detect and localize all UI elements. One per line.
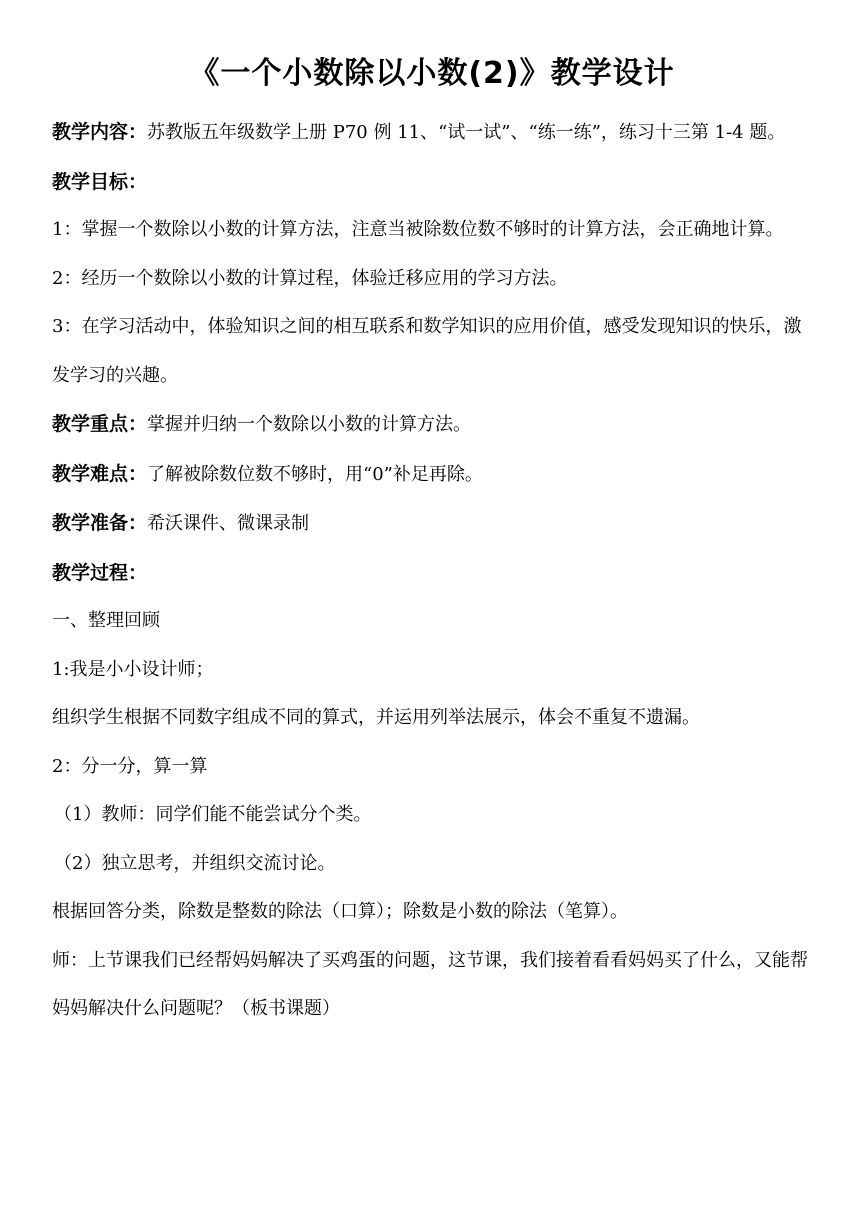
document-title: 《一个小数除以小数(2)》教学设计 [189,56,675,91]
process-line-6: （2）独立思考，并组织交流讨论。 [54,852,336,874]
process-line-2: 1:我是小小设计师； [52,658,214,680]
objective-item-3: 3：在学习活动中，体验知识之间的相互联系和数学知识的应用价值，感受发现知识的快乐，激发学习的兴趣。 [52,316,802,386]
objectives-heading: 教学目标： [52,170,148,193]
objective-item-1: 1：掌握一个数除以小数的计算方法，注意当被除数位数不够时的计算方法，会正确地计算。 [52,219,784,240]
difficulty-label: 教学难点： [52,462,148,485]
document-page [52,48,812,1034]
objective-item-2: 2：经历一个数除以小数的计算过程，体验迁移应用的学习方法。 [52,267,568,289]
process-line-3: 组织学生根据不同数字组成不同的算式，并运用列举法展示，体会不重复不遗漏。 [52,707,700,728]
process-line-8: 师：上节课我们已经帮妈妈解决了买鸡蛋的问题，这节课，我们接着看看妈妈买了什么，又能帮妈妈解决什么问题呢？（板书课题） [52,949,808,1019]
teaching-content-label: 教学内容： [52,121,148,143]
key-point-label: 教学重点： [52,413,148,435]
process-heading: 教学过程： [52,561,148,584]
preparation-text: 希沃课件、微课录制 [147,513,310,534]
process-line-1: 一、整理回顾 [52,610,160,631]
difficulty [52,450,812,500]
key-point [52,400,812,450]
process-line-7: 根据回答分类，除数是整数的除法（口算）；除数是小数的除法（笔算）。 [52,901,628,922]
preparation [52,499,812,549]
teaching-content [52,108,812,158]
process-line-5: （1）教师：同学们能不能尝试分个类。 [54,804,372,825]
process-line-4: 2：分一分，算一算 [52,755,208,777]
key-point-text: 掌握并归纳一个数除以小数的计算方法。 [147,414,472,435]
difficulty-text: 了解被除数位数不够时，用“0”补足再除。 [147,463,483,485]
preparation-label: 教学准备： [52,512,148,534]
teaching-content-text: 苏教版五年级数学上册 P70 例 11、“试一试”、“练一练”，练习十三第 1-4 题。 [147,122,786,143]
